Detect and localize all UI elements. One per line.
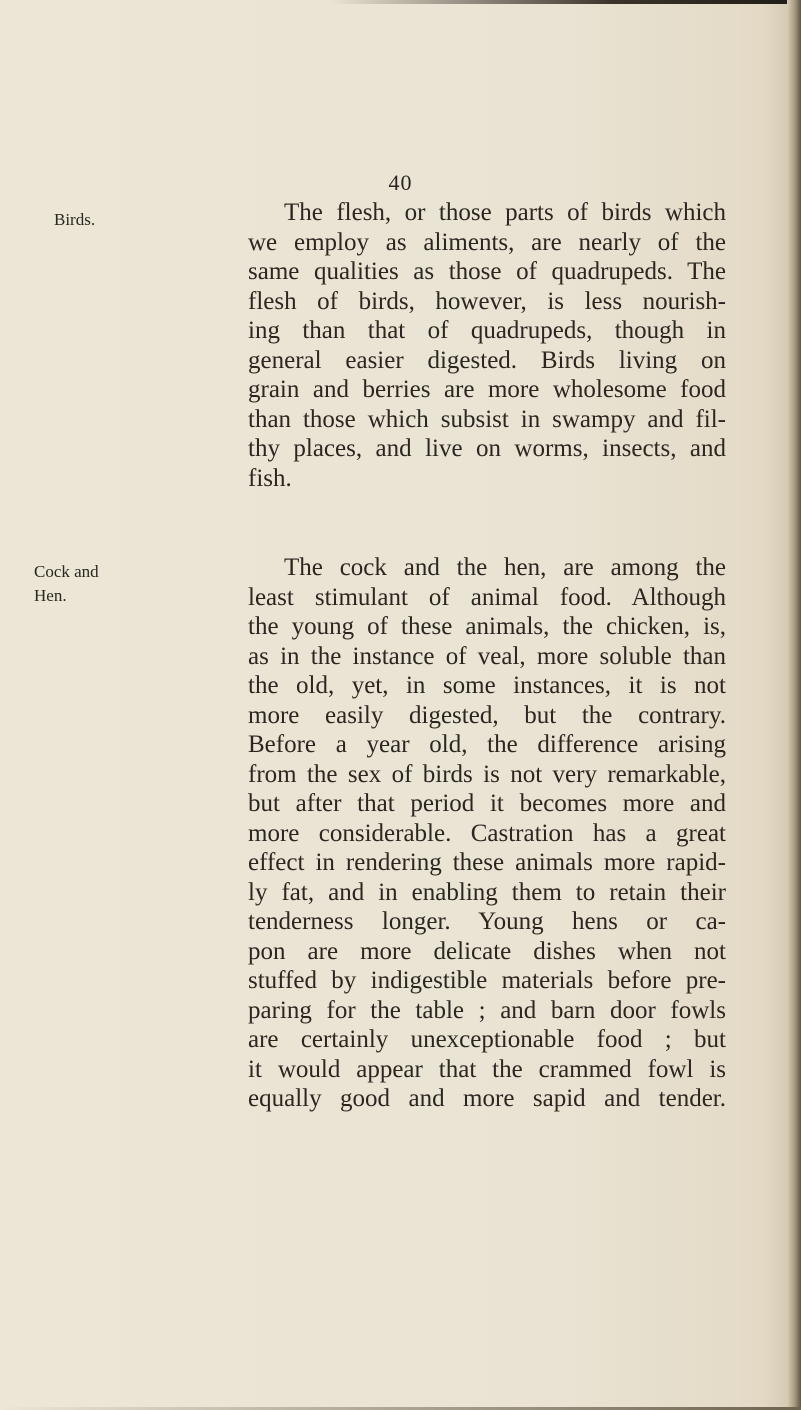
text-line: pon are more delicate dishes when not <box>248 937 726 965</box>
text-line: ing than that of quadrupeds, though in <box>248 317 726 344</box>
text-line: but after that period it becomes more and <box>248 790 726 817</box>
text-line: equally good and more sapid and tender. <box>248 1085 726 1112</box>
margin-note-cock-line2: Hen. <box>34 586 67 605</box>
page-top-edge <box>330 0 801 4</box>
page-right-edge <box>787 0 801 1410</box>
text-line: the old, yet, in some instances, it is not <box>248 672 726 699</box>
text-line: ly fat, and in enabling them to retain their <box>248 878 726 906</box>
text-line: Before a year old, the difference arising <box>248 731 726 758</box>
text-line: it would appear that the crammed fowl is <box>248 1055 726 1083</box>
text-line: as in the instance of veal, more soluble than <box>248 642 726 670</box>
margin-note-cock-and-hen <box>34 560 99 608</box>
text-line: thy places, and live on worms, insects, and <box>248 435 726 462</box>
text-line: The cock and the hen, are among the <box>284 554 726 581</box>
page-number: 40 <box>388 170 413 195</box>
paragraph-birds <box>248 198 726 493</box>
text-line: paring for the table ; and barn door fowls <box>248 996 726 1024</box>
text-line: from the sex of birds is not very remarkable, <box>248 760 726 788</box>
text-line: we employ as aliments, are nearly of the <box>248 228 726 256</box>
text-line: The flesh, or those parts of birds which <box>284 199 726 226</box>
text-line: least stimulant of animal food. Although <box>248 583 726 611</box>
text-line: are certainly unexceptionable food ; but <box>248 1026 726 1053</box>
text-line: same qualities as those of quadrupeds. The <box>248 258 726 285</box>
text-line: stuffed by indigestible materials before pre- <box>248 967 726 994</box>
text-line: general easier digested. Birds living on <box>248 346 726 374</box>
paragraph-cock-and-hen <box>248 553 726 1114</box>
margin-note-birds: Birds. <box>54 210 96 229</box>
text-line: grain and berries are more wholesome food <box>248 376 726 403</box>
text-line: tenderness longer. Young hens or ca- <box>248 908 726 935</box>
text-line: the young of these animals, the chicken, is, <box>248 613 726 640</box>
margin-note-cock-line1: Cock and <box>34 562 99 581</box>
text-line: more easily digested, but the contrary. <box>248 701 726 729</box>
text-line: effect in rendering these animals more rapid- <box>248 849 726 876</box>
text-line: flesh of birds, however, is less nourish- <box>248 287 726 315</box>
text-line: than those which subsist in swampy and fil- <box>248 405 726 433</box>
text-line: more considerable. Castration has a great <box>248 819 726 847</box>
text-line: fish. <box>248 464 292 492</box>
